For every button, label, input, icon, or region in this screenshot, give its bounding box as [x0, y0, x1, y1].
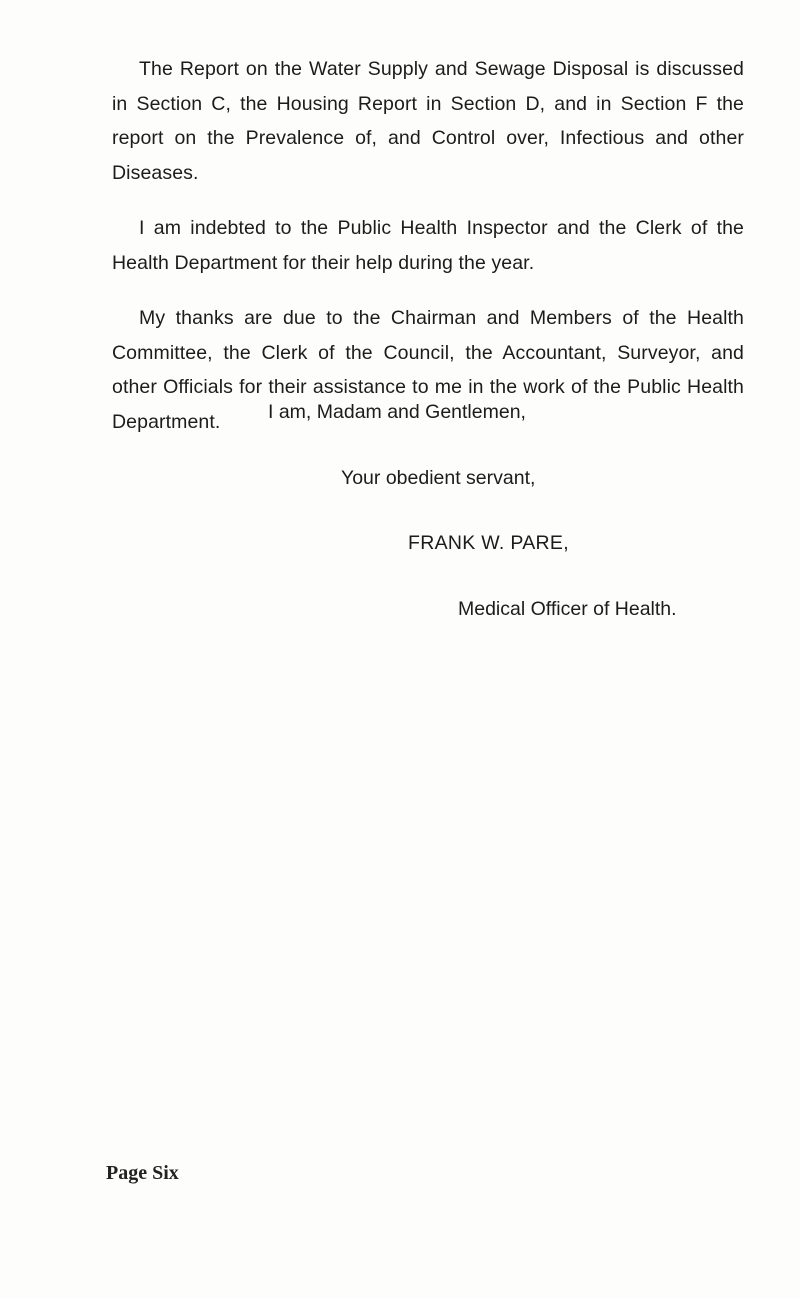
paragraph-report-sections: The Report on the Water Supply and Sewage Disposal is discussed in Section C, the Housing Report in Section D, and in Section F the report on the Prevalence of, and Control over, Infectious and other Diseases. — [112, 58, 744, 184]
paragraph-acknowledgement: I am indebted to the Public Health Inspector and the Clerk of the Health Department for their help during the year. — [112, 217, 744, 274]
page-number: Page Six — [106, 1162, 179, 1184]
paragraph-thanks: My thanks are due to the Chairman and Members of the Health Committee, the Clerk of the Council, the Accountant, Surveyor, and other Officials for their assistance to me in the work of the Public Health Department. — [112, 307, 744, 433]
sign-off-line: Your obedient servant, — [341, 467, 536, 489]
signatory-title: Medical Officer of Health. — [458, 598, 677, 620]
signature-name: FRANK W. PARE, — [408, 532, 569, 554]
salutation-line: I am, Madam and Gentlemen, — [268, 401, 526, 423]
